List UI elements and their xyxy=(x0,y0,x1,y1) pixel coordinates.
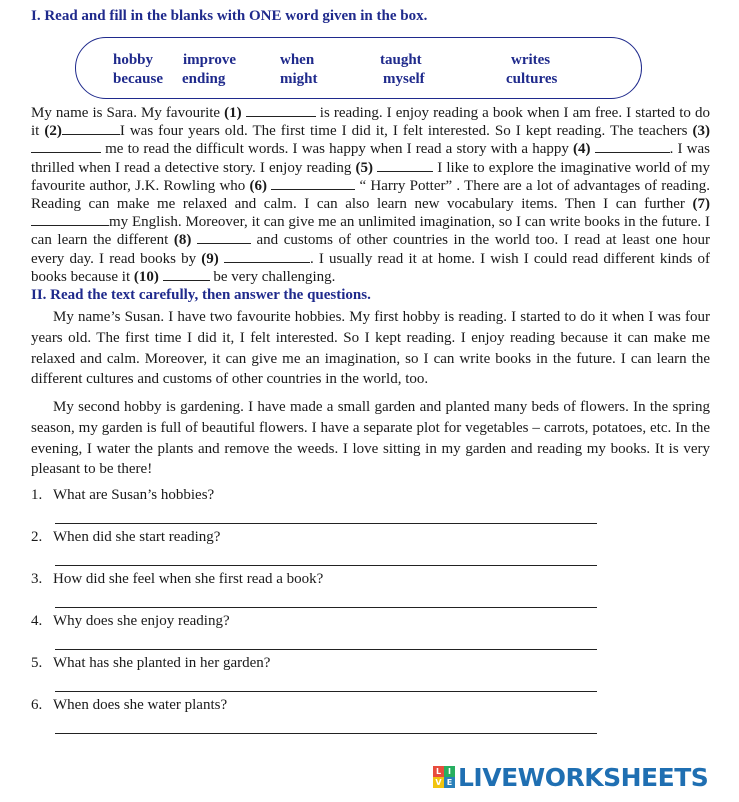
liveworksheets-logo xyxy=(433,761,708,793)
blank-number: (8) xyxy=(173,232,192,249)
cloze-paragraph: My name is Sara. My favourite (1) is reading. I enjoy reading a book when I am free. I started to do it (2) I was four years old. The first time I did it, I felt interested. So I kept reading. The teachers (3) me to read the difficult words. I was happy when I read a story with a happy (4) . I was thrilled when I read a detective story. I enjoy reading (5) I like to explore the imaginative world of my favourite author, J.K. Rowling who (6) “ Harry Potter” . There are a lot of advantages of reading. Reading can make me relaxed and calm. I can also learn new vocabulary items. Then I can further (7) my English. Moreover, it can give me an unlimited imagination, so I can write books in the future. I can learn the different (8) and customs of other countries in the world too. I read at least one hour every day. I read books by (9) . I usually read it at home. I wish I could read different kinds of books because it (10) be very challenging. xyxy=(31,105,711,285)
question-item xyxy=(31,655,270,672)
reading-paragraph: My second hobby is gardening. I have made a small garden and planted many beds of flowers. In the spring season, my garden is full of beautiful flowers. I have a separate plot for vegetables – carrots, potatoes, etc. In the evening, I water the plants and remove the weeds. I love sitting in my garden and reading my books. It is very pleasant to be there! xyxy=(31,399,710,478)
blank-input[interactable] xyxy=(246,104,316,117)
question-text: How did she feel when she first read a book? xyxy=(53,571,324,587)
word-box-item: hobby xyxy=(113,52,154,68)
blank-input[interactable] xyxy=(163,268,210,281)
question-text: What are Susan’s hobbies? xyxy=(53,487,215,503)
section-2-heading: II. Read the text carefully, then answer the questions. xyxy=(31,287,371,303)
answer-line[interactable] xyxy=(55,733,597,734)
blank-number: (2) xyxy=(44,123,62,140)
blank-input[interactable] xyxy=(595,140,670,153)
word-box-item: improve xyxy=(183,52,237,68)
blank-number: (6) xyxy=(249,177,268,194)
question-item xyxy=(31,487,214,504)
blank-input[interactable] xyxy=(377,159,433,172)
logo-text: LIVEWORKSHEETS xyxy=(458,762,709,792)
word-box-item: might xyxy=(280,71,318,87)
blank-number: (5) xyxy=(355,159,374,176)
blank-number: (3) xyxy=(692,123,710,140)
word-box xyxy=(75,37,642,99)
answer-line[interactable] xyxy=(55,649,597,650)
word-box-item: cultures xyxy=(506,71,558,87)
question-text: What has she planted in her garden? xyxy=(53,655,271,671)
liveworksheets-logo-icon: L I V E xyxy=(433,766,455,788)
word-box-item: writes xyxy=(511,52,551,68)
blank-input[interactable] xyxy=(62,122,120,135)
word-box-item: because xyxy=(113,71,163,87)
question-text: When does she water plants? xyxy=(53,697,228,713)
word-box-item: ending xyxy=(182,71,226,87)
word-box-item: myself xyxy=(383,71,425,87)
blank-number: (7) xyxy=(692,196,710,213)
blank-input[interactable] xyxy=(271,177,355,190)
question-number: 3. xyxy=(31,571,43,587)
answer-line[interactable] xyxy=(55,691,597,692)
blank-number: (9) xyxy=(201,250,219,267)
question-text: Why does she enjoy reading? xyxy=(53,613,230,629)
answer-line[interactable] xyxy=(55,523,597,524)
question-item xyxy=(31,697,227,714)
answer-line[interactable] xyxy=(55,565,597,566)
question-number: 1. xyxy=(31,487,43,503)
word-box-item: when xyxy=(280,52,315,68)
blank-input[interactable] xyxy=(31,140,101,153)
blank-number: (4) xyxy=(573,141,591,158)
answer-line[interactable] xyxy=(55,607,597,608)
blank-input[interactable] xyxy=(224,250,310,263)
question-number: 5. xyxy=(31,655,43,671)
word-box-item: taught xyxy=(380,52,422,68)
question-text: When did she start reading? xyxy=(53,529,221,545)
question-item xyxy=(31,613,230,630)
question-number: 2. xyxy=(31,529,43,545)
question-number: 6. xyxy=(31,697,43,713)
blank-input[interactable] xyxy=(31,213,109,226)
question-item xyxy=(31,571,323,588)
question-item xyxy=(31,529,220,546)
blank-number: (10) xyxy=(133,268,159,285)
reading-paragraph: My name’s Susan. I have two favourite hobbies. My first hobby is reading. I started to do it when I was four years old. The first time I did it, I felt interested. So I kept reading. I enjoy reading because it can make me relaxed and calm. Moreover, it can give me an imagination, so I can write books in the future. I can learn the different cultures and customs of other countries in the world, too. xyxy=(31,309,710,388)
blank-input[interactable] xyxy=(197,231,251,244)
section-1-heading: I. Read and fill in the blanks with ONE word given in the box. xyxy=(31,8,428,24)
question-number: 4. xyxy=(31,613,43,629)
blank-number: (1) xyxy=(224,105,242,121)
